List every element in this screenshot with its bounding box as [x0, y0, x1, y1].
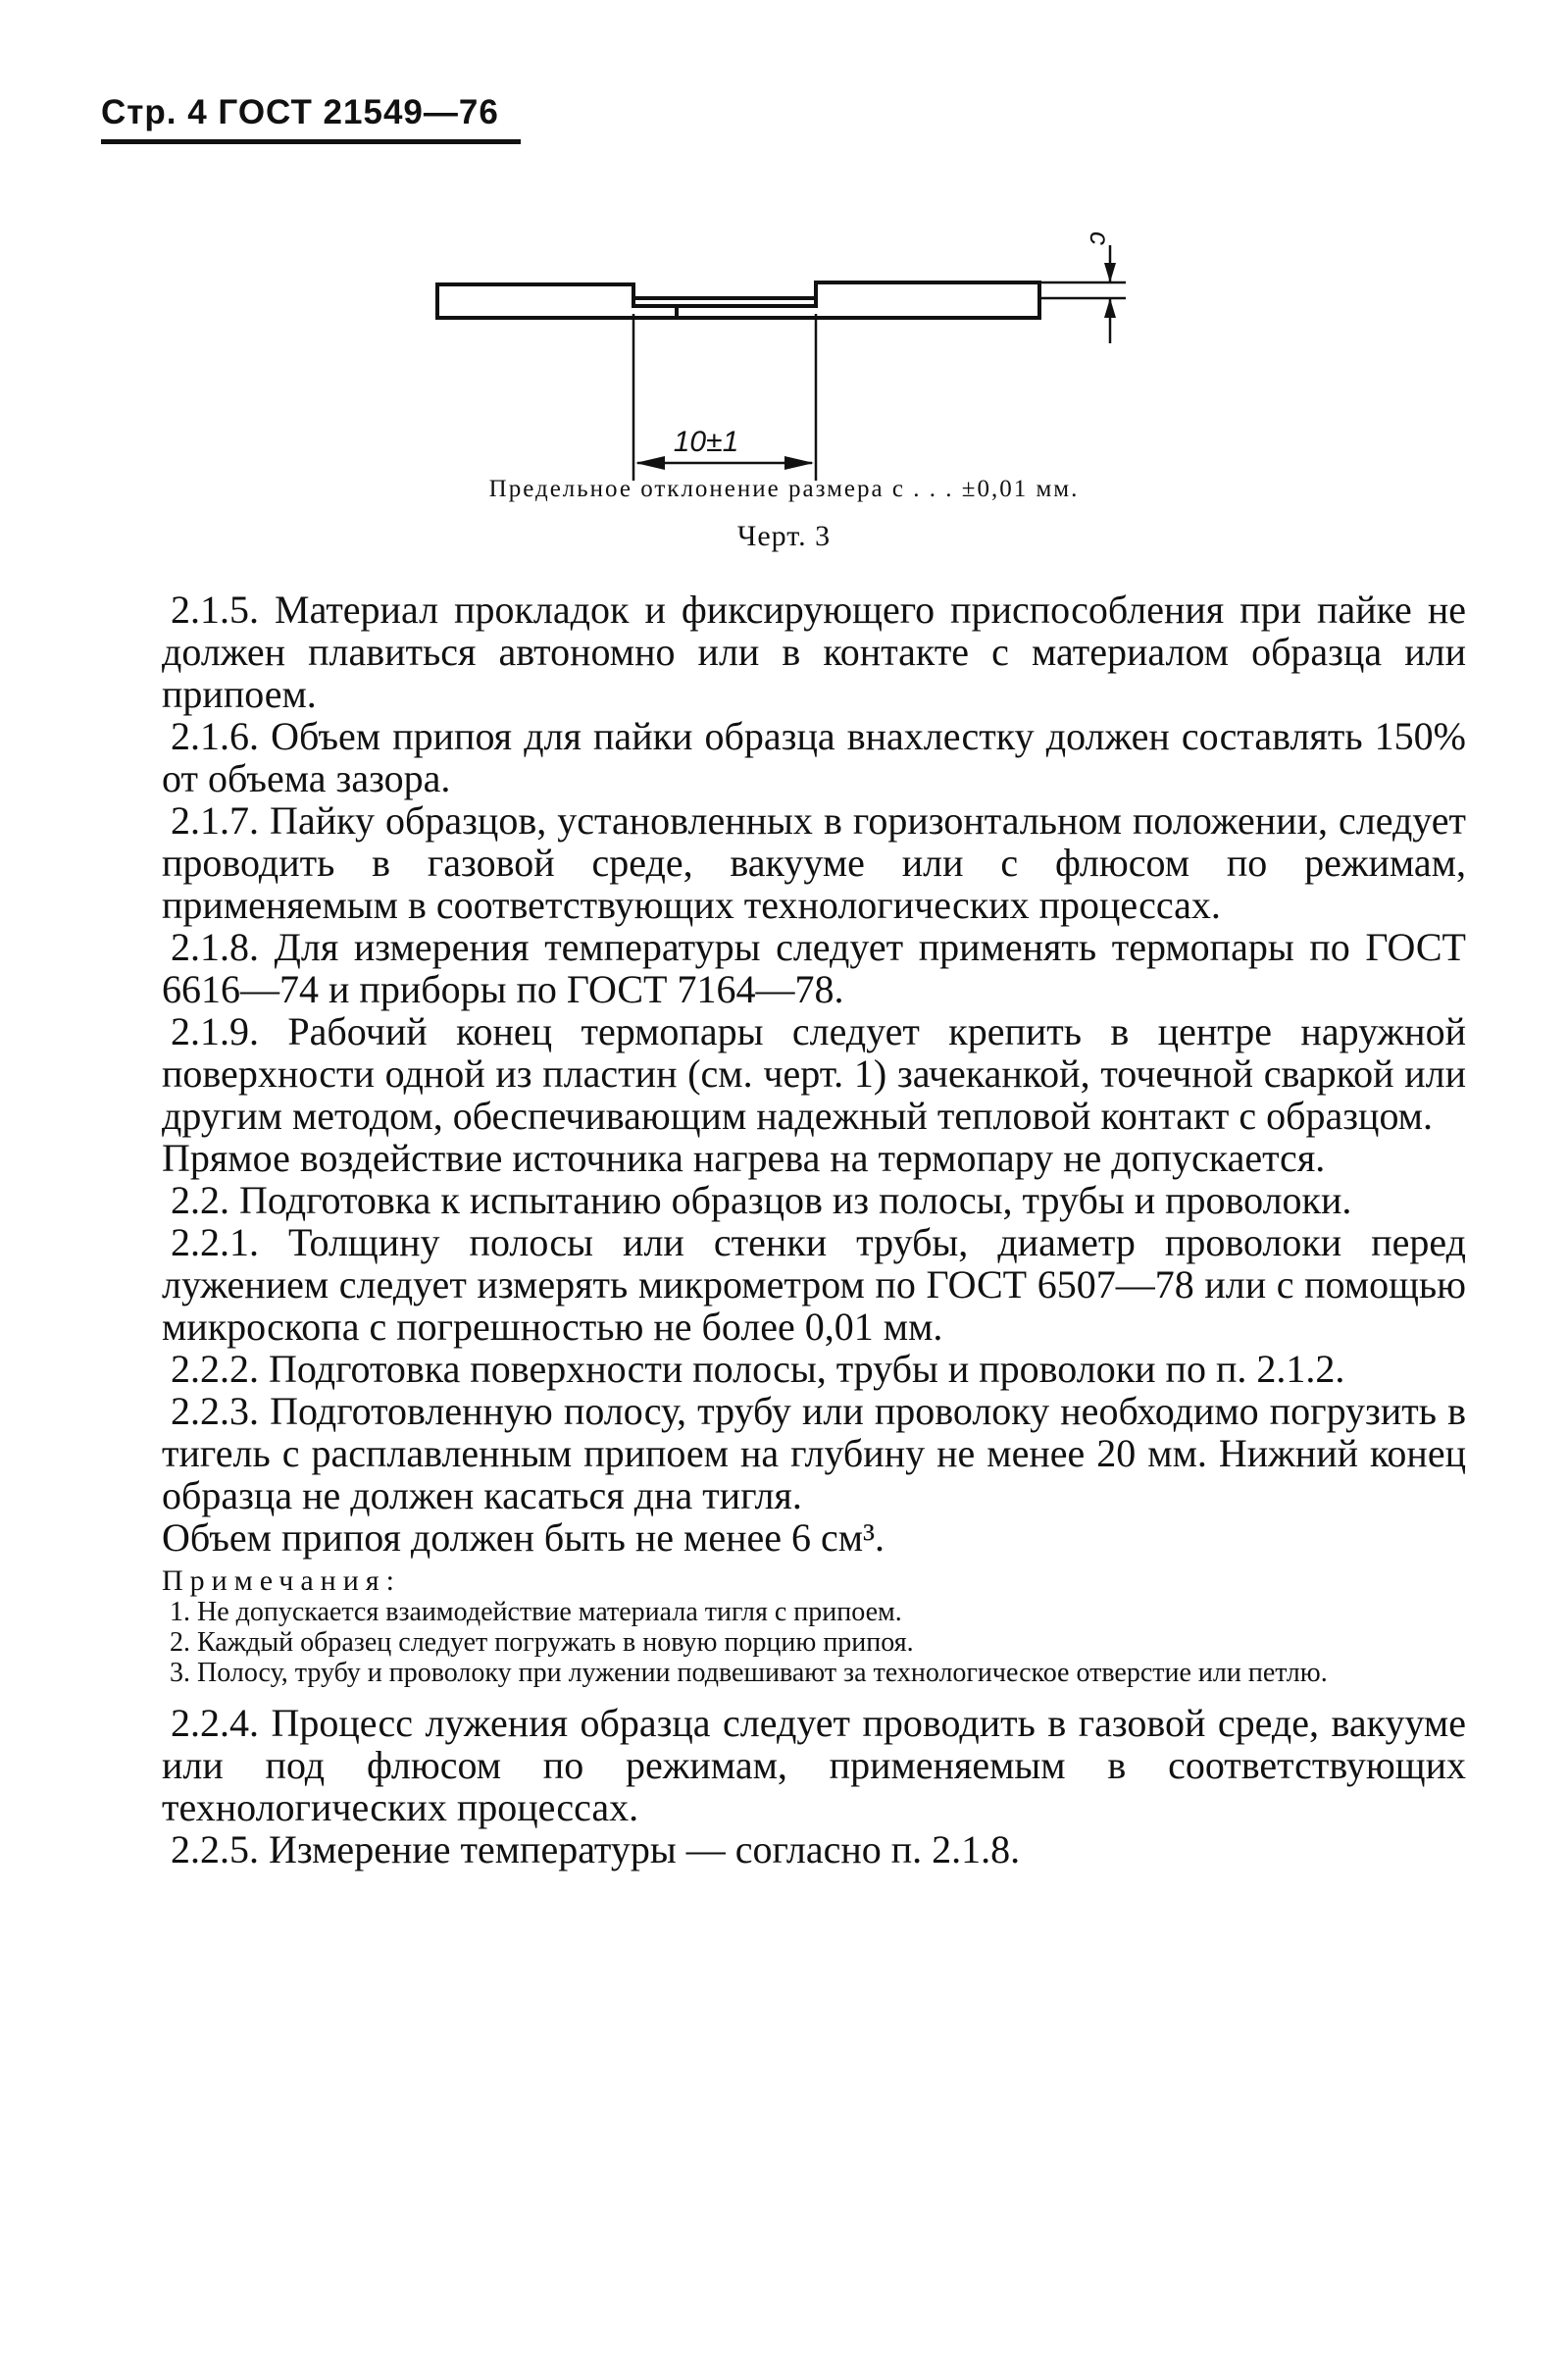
- paragraph: 2.1.9. Рабочий конец термопары следует крепить в центре наружной поверхности одной из пластин (см. черт. 1) зачеканкой, точечной сваркой или другим методом, обеспечивающим надежный тепловой контакт с образцом.: [162, 1009, 1466, 1138]
- paragraph: 2.2.1. Толщину полосы или стенки трубы, диаметр проволоки перед лужением следует измерять микрометром по ГОСТ 6507—78 или с помощью микроскопа с погрешностью не более 0,01 мм.: [162, 1220, 1466, 1349]
- paragraph: 2.2.2. Подготовка поверхности полосы, трубы и проволоки по п. 2.1.2.: [171, 1347, 1345, 1391]
- overlap-dimension-label: 10±1: [673, 426, 739, 458]
- note-item: 1. Не допускается взаимодействие материала тигля с припоем.: [170, 1597, 902, 1627]
- header-rule: [101, 139, 521, 144]
- paragraph: Прямое воздействие источника нагрева на термопару не допускается.: [162, 1136, 1326, 1180]
- paragraph: 2.2.4. Процесс лужения образца следует проводить в газовой среде, вакууме или под флюсом по режимам, применяемым в соответствующих технологических процессах.: [162, 1701, 1466, 1829]
- paragraph: 2.2.3. Подготовленную полосу, трубу или проволоку необходимо погрузить в тигель с расплавленным припоем на глубину не менее 20 мм. Нижний конец образца не должен касаться дна тигля.: [162, 1389, 1466, 1517]
- paragraph: 2.1.5. Материал прокладок и фиксирующего приспособления при пайке не должен плавиться автономно или в контакте с материалом образца или припоем.: [162, 588, 1466, 716]
- paragraph: 2.2.5. Измерение температуры — согласно п. 2.1.8.: [171, 1827, 1021, 1871]
- figure-caption: Предельное отклонение размера c . . . ±0,01 мм.: [488, 476, 1080, 502]
- note-item: 2. Каждый образец следует погружать в новую порцию припоя.: [170, 1627, 914, 1658]
- paragraph: 2.1.6. Объем припоя для пайки образца внахлестку должен составлять 150% от объема зазора.: [162, 714, 1466, 800]
- paragraph: 2.1.7. Пайку образцов, установленных в горизонтальном положении, следует проводить в газовой среде, вакууме или с флюсом по режимам, применяемым в соответствующих технологических процессах.: [162, 798, 1466, 927]
- paragraph: Объем припоя должен быть не менее 6 см³.: [162, 1515, 885, 1560]
- paragraph: 2.2. Подготовка к испытанию образцов из полосы, трубы и проволоки.: [171, 1178, 1352, 1222]
- page-header: Стр. 4 ГОСТ 21549—76: [101, 93, 499, 131]
- paragraph: 2.1.8. Для измерения температуры следует применять термопары по ГОСТ 6616—74 и приборы по ГОСТ 7164—78.: [162, 925, 1466, 1011]
- body-text: [162, 589, 1466, 1870]
- left-plate: [437, 284, 677, 318]
- notes-title: Примечания:: [162, 1564, 401, 1597]
- figure-title: Черт. 3: [736, 520, 832, 552]
- thickness-dimension-label: c: [1085, 231, 1115, 245]
- note-item: 3. Полосу, трубу и проволоку при лужении подвешивают за технологическое отверстие или петлю.: [170, 1658, 1328, 1688]
